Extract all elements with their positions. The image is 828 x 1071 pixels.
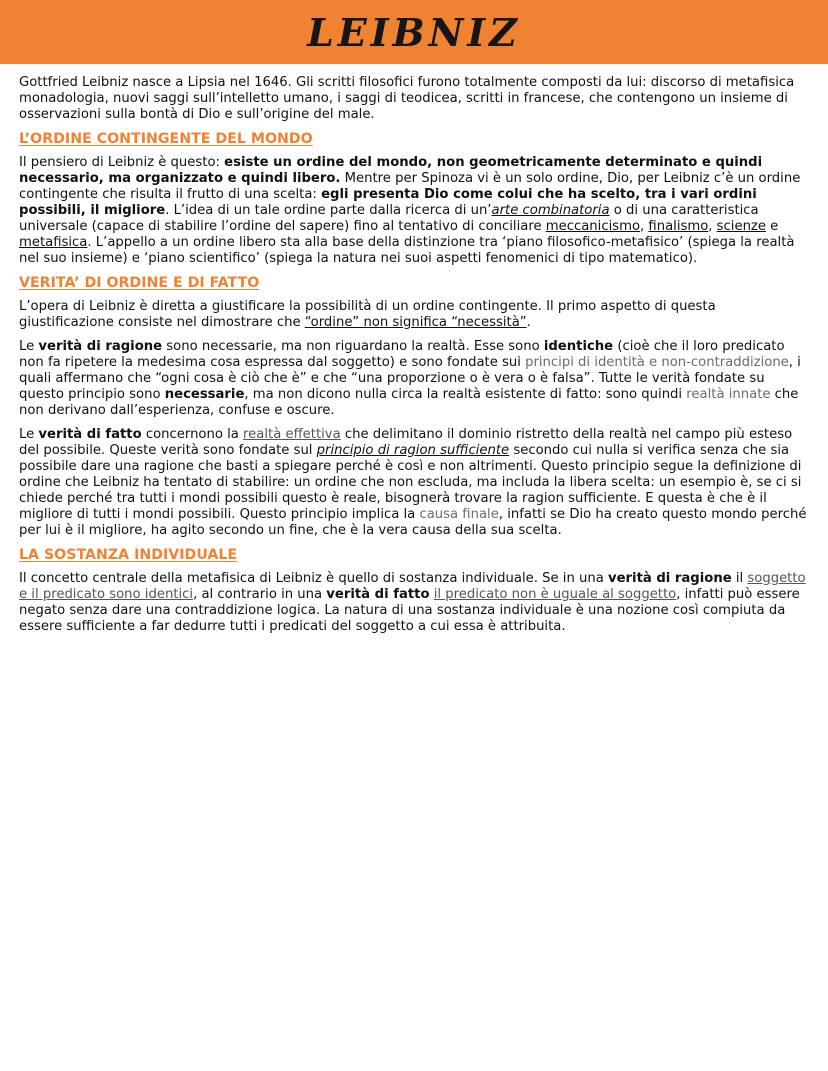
header-banner — [0, 0, 828, 64]
term-predicato-non-uguale: il predicato non è uguale al soggetto — [433, 587, 677, 602]
term-realta-innate: realtà innate — [686, 387, 771, 402]
term-realta-effettiva: realtà effettiva — [243, 427, 341, 442]
term-meccanicismo: meccanicismo — [545, 219, 641, 234]
paragraph-verita-fatto: Le verità di fatto concernono la realtà effettiva che delimitano il dominio ristretto della realtà nel campo più esteso del possibile. Queste verità sono fondate sul principio di ragion sufficiente secondo cui nulla si verifica senza che sia possibile dare una ragione che basti a spiegare perché è così e non altrimenti. Questo principio segue la definizione di ordine che Leibniz ha tentato di stabilire: un ordine che non escluda, ma includa la libera scelta: un esempio è, se ci si chiede perché tra tutti i mondi possibili questo è reale, bisognerà trovare la ragion sufficiente. E questa è che è il migliore di tutti i mondi possibili. Questo principio implica la causa finale, infatti se Dio ha creato questo mondo perché per lui è il migliore, ha agito secondo un fine, che è la vera causa della sua scelta. — [19, 427, 807, 538]
term-principi-identita: principi di identità e non-contraddizione — [525, 355, 789, 370]
section-heading-sostanza: LA SOSTANZA INDIVIDUALE — [19, 547, 238, 563]
paragraph-verita-ragione: Le verità di ragione sono necessarie, ma non riguardano la realtà. Esse sono identiche (cioè che il loro predicato non fa ripetere la medesima cosa espressa dal soggetto) e sono fondate sui principi di identità e non-contraddizione, i quali affermano che “ogni cosa è ciò che è” e che “una proporzione o è vera o è falsa”. Tutte le verità fondate su questo principio sono necessarie, ma non dicono nulla circa la realtà esistente di fatto: sono quindi realtà innate che non derivano dall’esperienza, confuse e oscure. — [19, 339, 801, 418]
paragraph-verita-intro: L’opera di Leibniz è diretta a giustificare la possibilità di un ordine contingente. Il primo aspetto di questa giustificazione consiste nel dimostrare che “ordine” non significa “necessità”. — [19, 299, 716, 330]
term-ragion-sufficiente: principio di ragion sufficiente — [316, 443, 510, 458]
term-metafisica: metafisica — [19, 235, 88, 250]
term-scienze: scienze — [716, 219, 766, 234]
term-arte-combinatoria: arte combinatoria — [491, 203, 610, 218]
page-title: LEIBNIZ — [307, 9, 521, 55]
intro-paragraph: Gottfried Leibniz nasce a Lipsia nel 1646. Gli scritti filosofici furono totalmente composti da lui: discorso di metafisica monadologia, nuovi saggi sull’intelletto umano, i saggi di teodicea, scritti in francese, che contengono un insieme di osservazioni sulla bontà di Dio e sull’origine del male. — [19, 75, 795, 122]
section-heading-verita: VERITA’ DI ORDINE E DI FATTO — [19, 275, 260, 291]
section-heading-ordine: L’ORDINE CONTINGENTE DEL MONDO — [19, 131, 313, 147]
term-finalismo: finalismo — [648, 219, 709, 234]
document-body — [19, 75, 811, 643]
paragraph-ordine: Il pensiero di Leibniz è questo: esiste un ordine del mondo, non geometricamente determinato e quindi necessario, ma organizzato e quindi libero. Mentre per Spinoza vi è un solo ordine, Dio, per Leibniz c’è un ordine contingente che risulta il frutto di una scelta: egli presenta Dio come colui che ha scelto, tra i vari ordini possibili, il migliore. L’idea di un tale ordine parte dalla ricerca di un’arte combinatoria o di una caratteristica universale (capace di stabilire l’ordine del sapere) fino al tentativo di conciliare meccanicismo, finalismo, scienze e metafisica. L’appello a un ordine libero sta alla base della distinzione tra ‘piano filosofico-metafisico’ (spiega la realtà nel suo insieme) e ‘piano scientifico’ (spiega la natura nei suoi aspetti fenomenici di tipo matematico). — [19, 155, 801, 266]
term-soggetto-predicato-identici: soggetto e il predicato sono identici — [19, 571, 806, 602]
paragraph-sostanza: Il concetto centrale della metafisica di Leibniz è quello di sostanza individuale. Se in una verità di ragione il soggetto e il predicato sono identici, al contrario in una verità di fatto il predicato non è uguale al soggetto, infatti può essere negato senza dare una contraddizione logica. La natura di una sostanza individuale è una nozione così compiuta da essere sufficiente a far dedurre tutti i predicati del soggetto a cui essa è attribuita. — [19, 571, 806, 634]
term-causa-finale: causa finale — [419, 507, 499, 522]
term-ordine-necessita: “ordine” non significa “necessità” — [304, 315, 527, 330]
